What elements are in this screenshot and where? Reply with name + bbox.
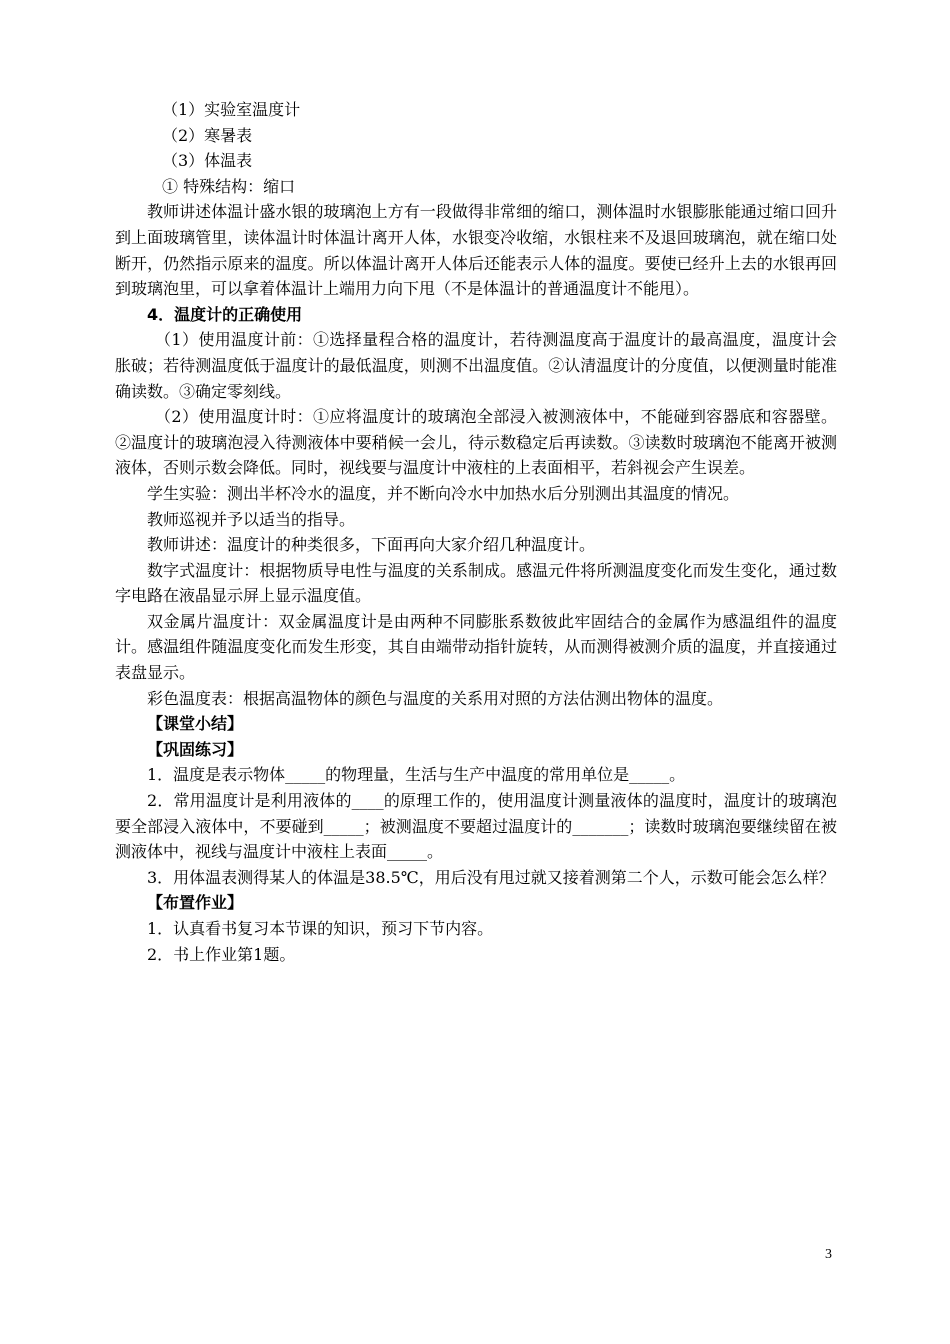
question-1: 1．温度是表示物体_____的物理量，生活与生产中温度的常用单位是_____。	[147, 765, 686, 785]
item-clinical-thermometer: （3）体温表	[162, 151, 253, 171]
item-cold-heat-meter: （2）寒暑表	[162, 125, 253, 145]
homework-1: 1．认真看书复习本节课的知识，预习下节内容。	[147, 919, 494, 938]
item-special-structure: ① 特殊结构：缩口	[162, 176, 296, 196]
section-heading-correct-use: 4．温度计的正确使用	[147, 304, 303, 324]
question-2: 2．常用温度计是利用液体的____的原理工作的，使用温度计测量液体的温度时，温度计的玻璃泡要全部浸入液体中，不要碰到_____；被测温度不要超过温度计的_______；读数时玻璃泡要继续留在被测液体中，视线与温度计中液柱上表面_____。	[115, 791, 837, 862]
page-number: 3	[825, 1247, 832, 1262]
paragraph-teacher-intro: 教师讲述：温度计的种类很多，下面再向大家介绍几种温度计。	[147, 535, 596, 555]
paragraph-student-experiment: 学生实验：测出半杯冷水的温度，并不断向冷水中加热水后分别测出其温度的情况。	[147, 483, 740, 503]
page-content	[115, 97, 837, 967]
paragraph-teacher-guidance: 教师巡视并予以适当的指导。	[147, 509, 356, 529]
paragraph-digital-thermometer: 数字式温度计：根据物质导电性与温度的关系制成。感温元件将所测温度变化而发生变化，通过数字电路在液晶显示屏上显示温度值。	[115, 560, 837, 606]
question-3: 3．用体温表测得某人的体温是38.5℃，用后没有甩过就又接着测第二个人，示数可能会怎么样？	[147, 867, 835, 887]
paragraph-during-use: （2）使用温度计时：①应将温度计的玻璃泡全部浸入被测液体中，不能碰到容器底和容器壁。②温度计的玻璃泡浸入待测液体中要稍候一会儿，待示数稳定后再读数。③读数时玻璃泡不能离开被测液体，否则示数会降低。同时，视线要与温度计中液柱的上表面相平，若斜视会产生误差。	[115, 407, 837, 478]
paragraph-bimetal-thermometer: 双金属片温度计：双金属温度计是由两种不同膨胀系数彼此牢固结合的金属作为感温组件的温度计。感温组件随温度变化而发生形变，其自由端带动指针旋转，从而测得被测介质的温度，并直接通过表盘显示。	[115, 611, 837, 683]
heading-homework: 【布置作业】	[147, 893, 244, 913]
paragraph-clinical-thermometer: 教师讲述体温计盛水银的玻璃泡上方有一段做得非常细的缩口，测体温时水银膨胀能通过缩口回升到上面玻璃管里，读体温计时体温计离开人体，水银变冷收缩，水银柱来不及退回玻璃泡，就在缩口处断开，仍然指示原来的温度。所以体温计离开人体后还能表示人体的温度。要使已经升上去的水银再回到玻璃泡里，可以拿着体温计上端用力向下甩（不是体温计的普通温度计不能甩）。	[115, 202, 837, 299]
paragraph-before-use: （1）使用温度计前：①选择量程合格的温度计，若待测温度高于温度计的最高温度，温度计会胀破；若待测温度低于温度计的最低温度，则测不出温度值。②认清温度计的分度值，以便测量时能准确读数。③确定零刻线。	[115, 330, 837, 401]
heading-class-summary: 【课堂小结】	[147, 714, 244, 734]
item-lab-thermometer: （1）实验室温度计	[162, 100, 301, 119]
heading-practice: 【巩固练习】	[147, 739, 244, 759]
paragraph-color-thermometer: 彩色温度表：根据高温物体的颜色与温度的关系用对照的方法估测出物体的温度。	[147, 688, 724, 708]
homework-2: 2．书上作业第1题。	[147, 944, 296, 964]
